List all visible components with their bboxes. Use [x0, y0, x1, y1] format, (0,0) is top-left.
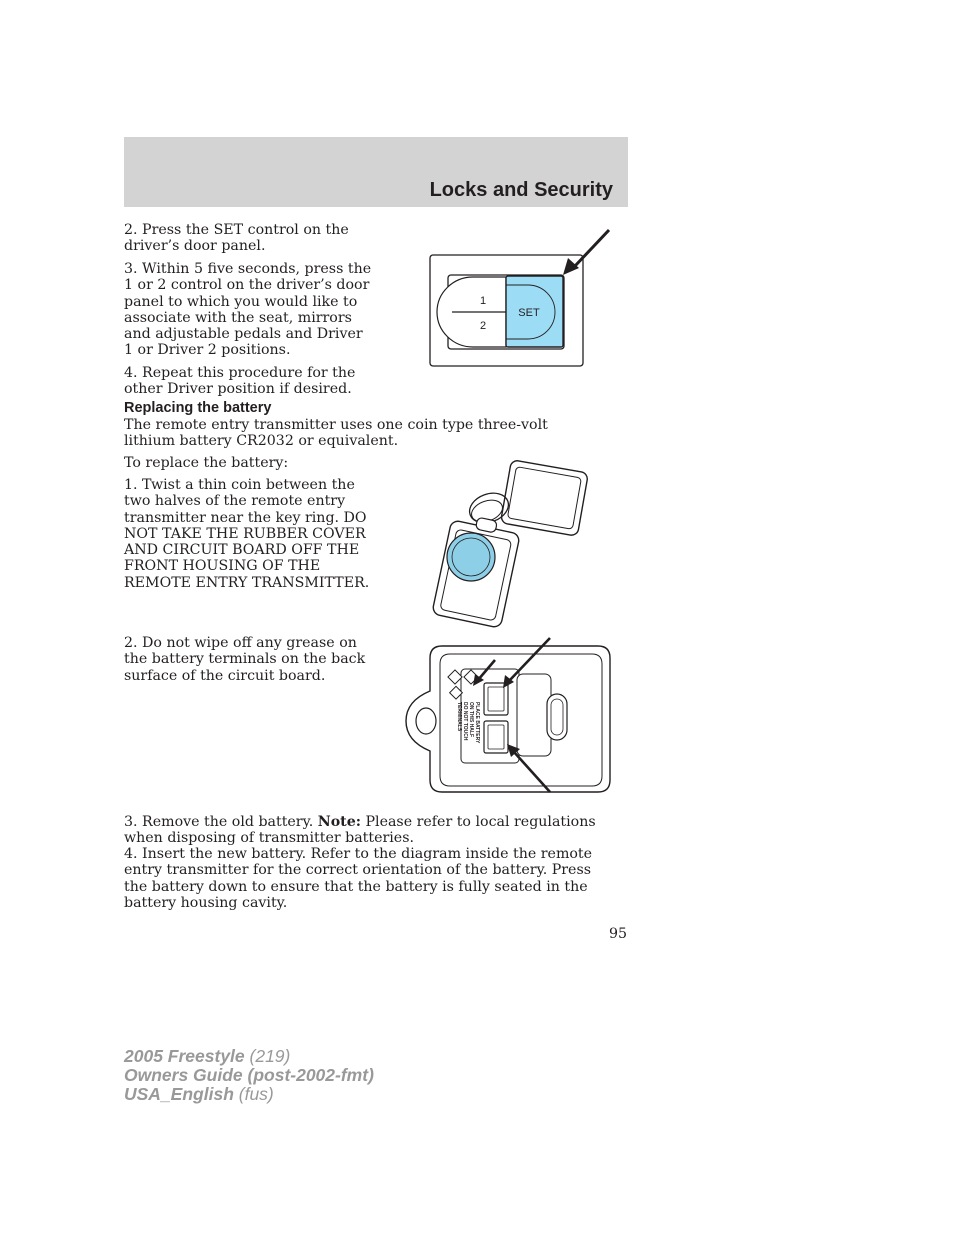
to-replace-label: To replace the battery: [124, 455, 289, 471]
step-twist-coin: 1. Twist a thin coin between the two halves of the remote entry transmitter near the key ring. DO NOT TAKE THE RUBBER COVER AND CIRCUIT BOARD OFF THE FRONT HOUSING OF THE REMOTE ENTRY TRANSMITTER. [124, 477, 370, 591]
coin-icon [447, 533, 495, 581]
section-header-band [124, 137, 628, 207]
document-footer [124, 1047, 374, 1104]
step-repeat: 4. Repeat this procedure for the other Driver position if desired. [124, 365, 356, 398]
section-title: Locks and Security [429, 179, 613, 201]
note-text: Please refer to local regulations when disposing of transmitter batteries. [124, 814, 596, 847]
footer-model-code: (219) [244, 1046, 291, 1066]
memory-seat-panel-illustration [428, 228, 613, 370]
battery-section-heading: Replacing the battery [124, 400, 272, 416]
footer-guide: Owners Guide (post-2002-fmt) [124, 1065, 374, 1085]
driver-1-button-label: 1 [479, 295, 487, 307]
board-label-line-4: TERMINALS [456, 702, 462, 732]
key-fob-coin-illustration [424, 456, 586, 624]
set-button-label: SET [518, 307, 540, 319]
step-press-driver-button: 3. Within 5 five seconds, press the 1 or 2 control on the driver’s door panel to which you would like to associate with the seat, mirrors and adjustable pedals and Driver 1 or Driver 2 positions. [124, 261, 372, 359]
note-label: Note: [317, 814, 361, 830]
footer-model: 2005 Freestyle [124, 1046, 245, 1066]
board-label-line-1: PLACE BATTERY [474, 702, 480, 744]
circuit-board-illustration [402, 636, 614, 796]
step-remove-text: 3. Remove the old battery. [124, 814, 318, 830]
step-grease: 2. Do not wipe off any grease on the battery terminals on the back surface of the circuit board. [124, 635, 366, 684]
step-insert-battery: 4. Insert the new battery. Refer to the diagram inside the remote entry transmitter for the correct orientation of the battery. Press the battery down to ensure that the battery is fully seated in the battery housing cavity. [124, 846, 593, 911]
step-press-set: 2. Press the SET control on the driver’s door panel. [124, 222, 349, 255]
driver-2-button-label: 2 [479, 320, 487, 332]
board-label-line-3: DO NOT TOUCH [462, 702, 468, 741]
page-number: 95 [609, 926, 628, 942]
battery-intro: The remote entry transmitter uses one coin type three-volt lithium battery CR2032 or equivalent. [124, 417, 548, 450]
footer-language-code: (fus) [233, 1084, 274, 1104]
board-label-line-2: ON THIS HALF [468, 702, 474, 737]
step-remove-battery [124, 814, 616, 847]
footer-language: USA_English [124, 1084, 234, 1104]
